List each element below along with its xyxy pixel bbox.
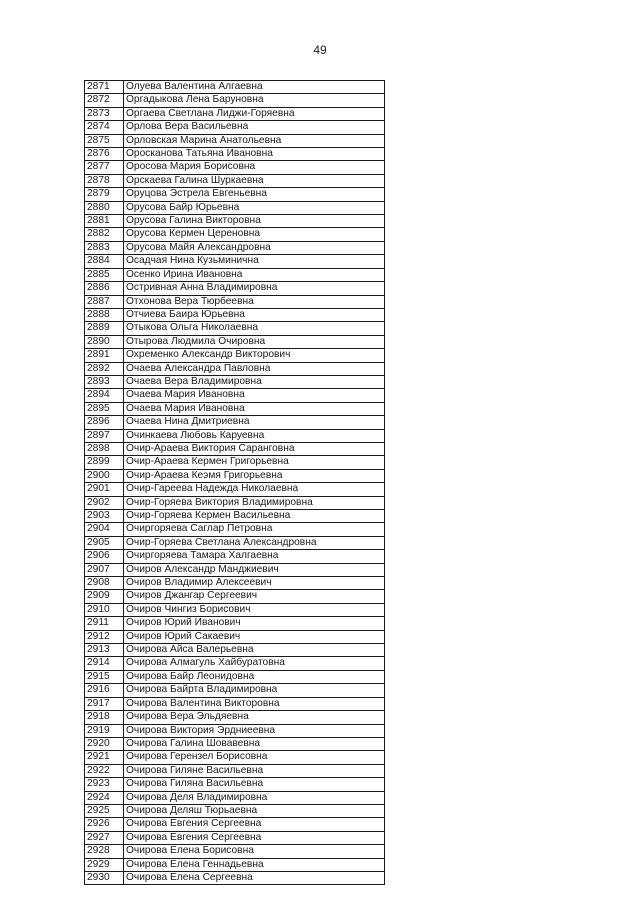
person-name-cell: Очиров Александр Манджиевич [124,563,385,576]
person-name-cell: Орлова Вера Васильевна [124,121,385,134]
person-name-cell: Очирова Алмагуль Хайбуратовна [124,657,385,670]
person-name-cell: Орусова Майя Александровна [124,241,385,254]
table-row [85,737,385,750]
person-name-cell: Очир-Гареева Надежда Николаевна [124,483,385,496]
table-row [85,818,385,831]
row-number-cell: 2924 [85,791,124,804]
person-name-cell: Очиров Чингиз Борисович [124,603,385,616]
table-row [85,121,385,134]
table-row [85,362,385,375]
person-name-cell: Очаева Вера Владимировна [124,375,385,388]
table-row [85,282,385,295]
row-number-cell: 2915 [85,670,124,683]
row-number-cell: 2901 [85,483,124,496]
person-name-cell: Оросова Мария Борисовна [124,161,385,174]
table-row [85,174,385,187]
table-row [85,536,385,549]
table-row [85,684,385,697]
person-name-cell: Очиров Юрий Иванович [124,617,385,630]
table-row [85,523,385,536]
table-row [85,161,385,174]
table-row [85,148,385,161]
person-name-cell: Очирова Байр Леонидовна [124,670,385,683]
row-number-cell: 2891 [85,349,124,362]
row-number-cell: 2884 [85,255,124,268]
person-name-cell: Оргадыкова Лена Баруновна [124,94,385,107]
row-number-cell: 2895 [85,402,124,415]
person-name-cell: Охременко Александр Викторович [124,349,385,362]
table-row [85,241,385,254]
table-row [85,295,385,308]
row-number-cell: 2907 [85,563,124,576]
person-name-cell: Очирова Герензел Борисовна [124,751,385,764]
row-number-cell: 2888 [85,308,124,321]
row-number-cell: 2899 [85,456,124,469]
table-row [85,416,385,429]
row-number-cell: 2886 [85,282,124,295]
row-number-cell: 2908 [85,577,124,590]
table-row [85,81,385,94]
table-row [85,255,385,268]
table-row [85,845,385,858]
person-name-cell: Очирова Айса Валерьевна [124,644,385,657]
person-name-cell: Очаева Александра Павловна [124,362,385,375]
row-number-cell: 2929 [85,858,124,871]
table-row [85,590,385,603]
table-row [85,871,385,884]
person-name-cell: Очаева Мария Ивановна [124,389,385,402]
row-number-cell: 2876 [85,148,124,161]
table-row [85,644,385,657]
table-row [85,550,385,563]
person-name-cell: Очиргоряева Саглар Петровна [124,523,385,536]
table-row [85,791,385,804]
person-name-cell: Очирова Елена Сергеевна [124,871,385,884]
roster-table-body [85,81,385,885]
person-name-cell: Отырова Людмила Очировна [124,335,385,348]
person-name-cell: Орловская Марина Анатольевна [124,134,385,147]
row-number-cell: 2881 [85,215,124,228]
row-number-cell: 2903 [85,510,124,523]
person-name-cell: Осенко Ирина Ивановна [124,268,385,281]
person-name-cell: Остривная Анна Владимировна [124,282,385,295]
row-number-cell: 2912 [85,630,124,643]
person-name-cell: Очирова Деля Владимировна [124,791,385,804]
table-row [85,764,385,777]
row-number-cell: 2921 [85,751,124,764]
person-name-cell: Очирова Елена Борисовна [124,845,385,858]
person-name-cell: Очиргоряева Тамара Халгаевна [124,550,385,563]
table-row [85,456,385,469]
person-name-cell: Очирова Евгения Сергеевна [124,831,385,844]
person-name-cell: Очирова Гиляна Васильевна [124,778,385,791]
table-row [85,134,385,147]
row-number-cell: 2900 [85,469,124,482]
row-number-cell: 2925 [85,804,124,817]
row-number-cell: 2883 [85,241,124,254]
person-name-cell: Очинкаева Любовь Каруевна [124,429,385,442]
row-number-cell: 2918 [85,711,124,724]
table-row [85,617,385,630]
table-row [85,657,385,670]
row-number-cell: 2875 [85,134,124,147]
table-row [85,670,385,683]
row-number-cell: 2911 [85,617,124,630]
person-name-cell: Очир-Араева Кермен Григорьевна [124,456,385,469]
row-number-cell: 2919 [85,724,124,737]
row-number-cell: 2902 [85,496,124,509]
row-number-cell: 2897 [85,429,124,442]
table-row [85,442,385,455]
row-number-cell: 2926 [85,818,124,831]
table-row [85,375,385,388]
roster-table [84,80,385,885]
table-row [85,630,385,643]
row-number-cell: 2922 [85,764,124,777]
row-number-cell: 2896 [85,416,124,429]
person-name-cell: Орусова Кермен Цереновна [124,228,385,241]
person-name-cell: Оруцова Эстрела Евгеньевна [124,188,385,201]
table-row [85,322,385,335]
person-name-cell: Очир-Араева Кеэмя Григорьевна [124,469,385,482]
row-number-cell: 2898 [85,442,124,455]
table-row [85,563,385,576]
person-name-cell: Очирова Елена Геннадьевна [124,858,385,871]
person-name-cell: Очирова Валентина Викторовна [124,697,385,710]
row-number-cell: 2909 [85,590,124,603]
row-number-cell: 2892 [85,362,124,375]
person-name-cell: Очаева Мария Ивановна [124,402,385,415]
table-row [85,804,385,817]
row-number-cell: 2917 [85,697,124,710]
person-name-cell: Оросканова Татьяна Ивановна [124,148,385,161]
person-name-cell: Очаева Нина Дмитриевна [124,416,385,429]
person-name-cell: Очир-Горяева Кермен Васильевна [124,510,385,523]
row-number-cell: 2880 [85,201,124,214]
person-name-cell: Очирова Гиляне Васильевна [124,764,385,777]
table-row [85,724,385,737]
table-row [85,496,385,509]
table-row [85,389,385,402]
row-number-cell: 2874 [85,121,124,134]
row-number-cell: 2878 [85,174,124,187]
person-name-cell: Орскаева Галина Шуркаевна [124,174,385,187]
table-row [85,603,385,616]
person-name-cell: Очирова Галина Шовавевна [124,737,385,750]
row-number-cell: 2890 [85,335,124,348]
table-row [85,858,385,871]
person-name-cell: Очиров Владимир Алексеевич [124,577,385,590]
row-number-cell: 2920 [85,737,124,750]
row-number-cell: 2916 [85,684,124,697]
person-name-cell: Очиров Юрий Сакаевич [124,630,385,643]
row-number-cell: 2887 [85,295,124,308]
row-number-cell: 2879 [85,188,124,201]
person-name-cell: Очирова Деляш Тюрьаевна [124,804,385,817]
table-row [85,201,385,214]
person-name-cell: Очиров Джангар Сергеевич [124,590,385,603]
table-row [85,751,385,764]
table-row [85,107,385,120]
person-name-cell: Очирова Виктория Эрдниеевна [124,724,385,737]
table-row [85,469,385,482]
table-row [85,429,385,442]
row-number-cell: 2914 [85,657,124,670]
table-row [85,268,385,281]
table-row [85,711,385,724]
table-row [85,228,385,241]
table-row [85,697,385,710]
row-number-cell: 2930 [85,871,124,884]
row-number-cell: 2928 [85,845,124,858]
table-row [85,94,385,107]
person-name-cell: Оргаева Светлана Лиджи-Горяевна [124,107,385,120]
page-number: 49 [313,43,327,57]
person-name-cell: Очир-Горяева Виктория Владимировна [124,496,385,509]
person-name-cell: Отхонова Вера Тюрбеевна [124,295,385,308]
person-name-cell: Очир-Горяева Светлана Александровна [124,536,385,549]
person-name-cell: Орусова Галина Викторовна [124,215,385,228]
row-number-cell: 2871 [85,81,124,94]
row-number-cell: 2905 [85,536,124,549]
row-number-cell: 2885 [85,268,124,281]
row-number-cell: 2872 [85,94,124,107]
person-name-cell: Очир-Араева Виктория Саранговна [124,442,385,455]
row-number-cell: 2873 [85,107,124,120]
table-row [85,577,385,590]
row-number-cell: 2877 [85,161,124,174]
table-row [85,778,385,791]
table-row [85,335,385,348]
person-name-cell: Орусова Байр Юрьевна [124,201,385,214]
person-name-cell: Олуева Валентина Алгаевна [124,81,385,94]
row-number-cell: 2923 [85,778,124,791]
person-name-cell: Очирова Евгения Сергеевна [124,818,385,831]
table-row [85,483,385,496]
person-name-cell: Очирова Вера Эльдяевна [124,711,385,724]
table-row [85,215,385,228]
row-number-cell: 2904 [85,523,124,536]
person-name-cell: Осадчая Нина Кузьминична [124,255,385,268]
table-row [85,831,385,844]
row-number-cell: 2910 [85,603,124,616]
row-number-cell: 2893 [85,375,124,388]
row-number-cell: 2927 [85,831,124,844]
person-name-cell: Очирова Байрта Владимировна [124,684,385,697]
table-row [85,402,385,415]
row-number-cell: 2906 [85,550,124,563]
table-row [85,349,385,362]
row-number-cell: 2894 [85,389,124,402]
row-number-cell: 2913 [85,644,124,657]
person-name-cell: Отчиева Баира Юрьевна [124,308,385,321]
table-row [85,510,385,523]
row-number-cell: 2889 [85,322,124,335]
row-number-cell: 2882 [85,228,124,241]
table-row [85,308,385,321]
table-row [85,188,385,201]
person-name-cell: Отыкова Ольга Николаевна [124,322,385,335]
